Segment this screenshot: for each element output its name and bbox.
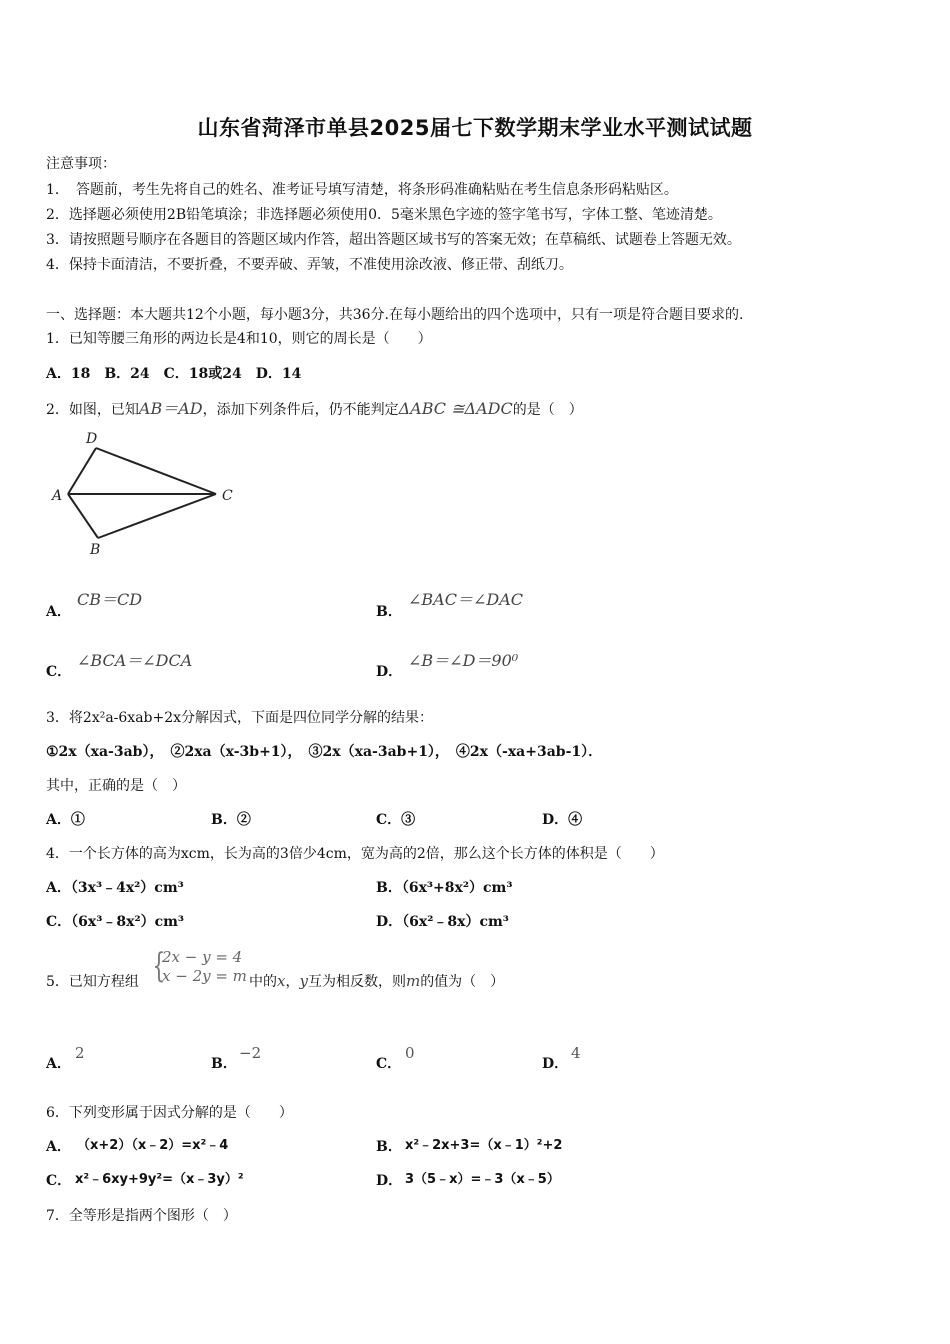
q5-var-x: x [277,972,286,990]
edge-bc [98,494,216,538]
q5-stem-a: 5．已知方程组 [46,974,139,990]
q5-opt-a-label: A． [46,1056,71,1072]
q6-stem: 6．下列变形属于因式分解的是（ ） [46,1105,293,1121]
label-c: C [222,488,233,504]
q6-opt-c-text: x²﹣6xy+9y²=（x﹣3y）² [75,1172,244,1187]
q5-opt-b-label: B． [211,1056,237,1072]
q5-stem-b: 中的 [249,974,277,990]
q4-opt-d: D．（6x²﹣8x）cm³ [376,914,509,930]
q2-stem-b: ，添加下列条件后，仍不能判定 [202,402,399,418]
q6-opt-b-label: B． [376,1139,402,1155]
q6-opt-b-text: x²﹣2x+3=（x﹣1）²+2 [405,1138,563,1153]
q5-stem-d: 的值为（ ） [420,974,505,990]
edge-ad [68,448,96,494]
q6-opt-a-label: A． [46,1139,71,1155]
label-b: B [90,542,101,558]
q4-stem: 4．一个长方体的高为xcm，长为高的3倍少4cm，宽为高的2倍，那么这个长方体的体积是（ ） [46,846,664,862]
q5-var-y: y [299,972,308,990]
q2-opt-b-label: B． [376,604,402,620]
notice-item-2: 2．选择题必须使用2B铅笔填涂；非选择题必须使用0．5毫米黑色字迹的签字笔书写，字体工整、笔迹清楚。 [46,207,722,223]
q4-opt-c: C．（6x³﹣8x²）cm³ [46,914,185,930]
q2-opt-a-math: CB＝CD [77,590,143,609]
q5-eq-1: 2x − y = 4 [162,948,243,966]
q5-brace: { [152,946,166,986]
q2-stem-c: 的是（ ） [512,402,583,418]
q5-opt-d-label: D． [542,1056,569,1072]
q2-opt-d-label: D． [376,664,403,680]
q2-figure [50,428,250,558]
q1-options: A．18 B．24 C．18或24 D．14 [46,366,302,382]
q5-eq-2: x − 2y = m [162,967,247,985]
q2-opt-d-math: ∠B＝∠D＝90⁰ [408,651,519,670]
q6-opt-d-label: D． [376,1173,403,1189]
q4-opt-a: A．（3x³﹣4x²）cm³ [46,880,184,896]
q5-opt-c-label: C． [376,1056,402,1072]
q5-opt-c-val: 0 [405,1044,415,1062]
q5-stem-c: 互为相反数，则 [307,974,406,990]
q3-opt-c: C．③ [376,812,416,828]
page-title: 山东省菏泽市单县2025届七下数学期末学业水平测试试题 [197,116,753,140]
q5-equations [162,948,247,986]
section-heading: 一、选择题：本大题共12个小题，每小题3分，共36分.在每小题给出的四个选项中，只有一项是符合题目要求的. [46,307,744,323]
q5-stem-rest [249,971,504,991]
label-a: A [52,488,63,504]
q3-results: ①2x（xa-3ab）， ②2xa（x-3b+1）， ③2x（xa-3ab+1）， ④2x（-xa+3ab-1）． [46,744,603,760]
q2-math-2: ΔABC ≅ΔADC [398,399,513,418]
q2-stem-a: 2．如图，已知 [46,402,139,418]
q6-opt-c-label: C． [46,1173,72,1189]
q5-opt-d-val: 4 [571,1044,581,1062]
q3-stem: 3．将2x²a-6xab+2x分解因式，下面是四位同学分解的结果： [46,710,434,726]
q5-sep: ， [285,974,300,990]
notice-item-4: 4．保持卡面清洁，不要折叠，不要弄破、弄皱，不准使用涂改液、修正带、刮纸刀。 [46,257,573,273]
q7-stem: 7．全等形是指两个图形（ ） [46,1208,237,1224]
q3-opt-b: B．② [211,812,251,828]
q3-opt-d: D．④ [542,812,583,828]
notice-heading: 注意事项： [46,156,116,172]
q3-ask: 其中，正确的是（ ） [46,778,186,794]
q2-opt-a-label: A． [46,604,71,620]
q2-opt-b-math: ∠BAC＝∠DAC [408,590,523,609]
q5-var-m: m [405,972,421,990]
q2-stem [46,396,583,419]
q2-opt-c-label: C． [46,664,72,680]
q2-math-1: AB＝AD [138,399,203,418]
edge-ab [68,494,98,538]
notice-item-1: 1． 答题前，考生先将自己的姓名、准考证号填写清楚，将条形码准确粘贴在考生信息条形码粘贴区。 [46,182,678,198]
notice-item-3: 3．请按照题号顺序在各题目的答题区域内作答，超出答题区域书写的答案无效；在草稿纸、试题卷上答题无效。 [46,232,741,248]
q5-opt-a-val: 2 [75,1044,85,1062]
q2-opt-c-math: ∠BCA＝∠DCA [77,651,193,670]
q6-opt-a-text: （x+2）（x﹣2）=x²﹣4 [77,1138,229,1153]
q3-opt-a: A．① [46,812,85,828]
edge-dc [96,448,216,494]
q6-opt-d-text: 3（5﹣x）=﹣3（x﹣5） [405,1172,560,1187]
q5-opt-b-val: −2 [239,1044,262,1062]
label-d: D [86,431,98,447]
q4-opt-b: B．（6x³+8x²）cm³ [376,880,513,896]
q1-stem: 1．已知等腰三角形的两边长是4和10，则它的周长是（ ） [46,331,432,347]
